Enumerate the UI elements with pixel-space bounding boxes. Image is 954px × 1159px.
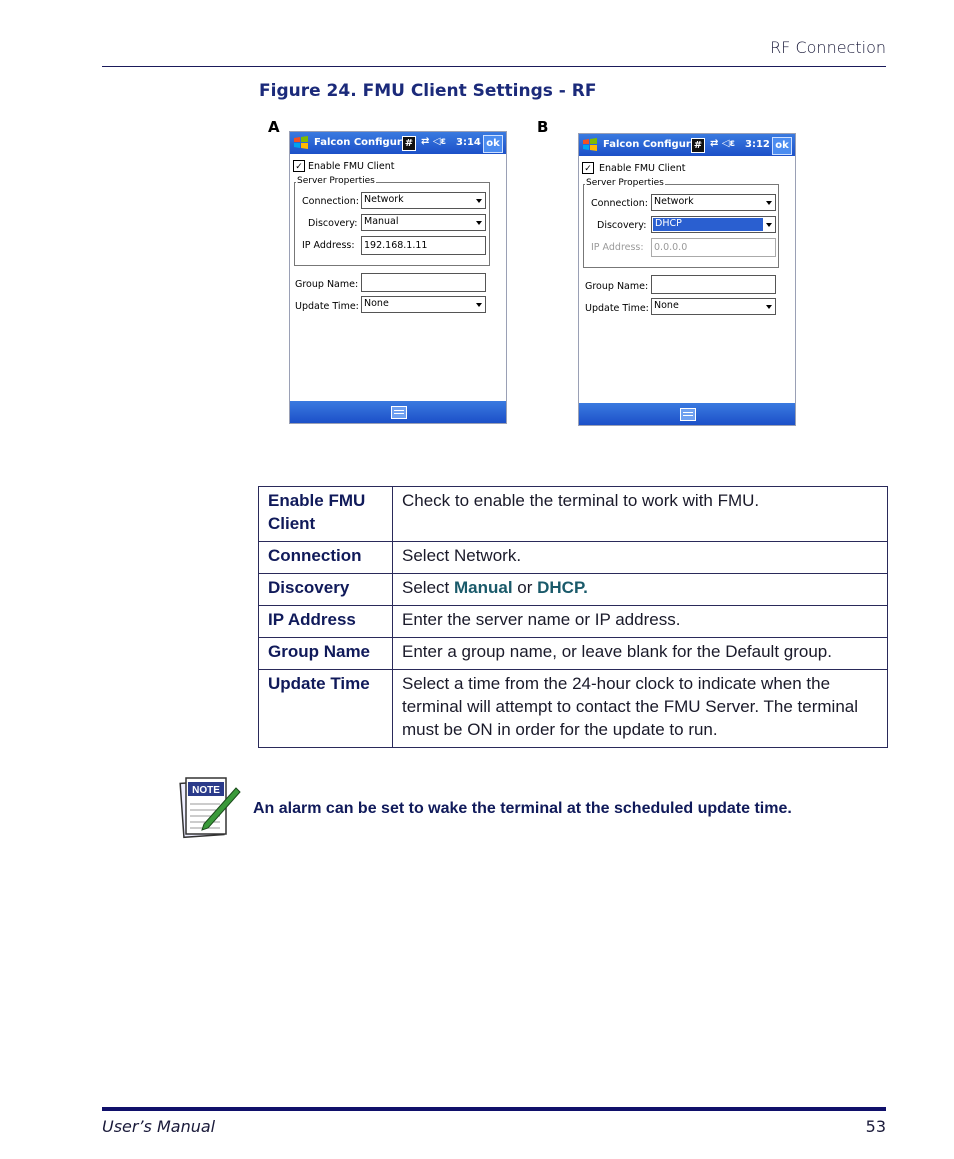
- section-title: RF Connection: [770, 38, 886, 57]
- enable-fmu-label: Enable FMU Client: [599, 163, 686, 174]
- screenshot-panel-a: [289, 131, 507, 424]
- table-definition: Enter the server name or IP address.: [393, 606, 888, 638]
- panel-letter-b: B: [537, 118, 549, 136]
- settings-description-table: [258, 486, 888, 748]
- pda-bottom-bar: [290, 401, 506, 423]
- keyboard-icon[interactable]: [391, 406, 407, 419]
- discovery-dropdown[interactable]: [651, 216, 776, 233]
- connection-label: Connection:: [302, 196, 359, 207]
- chevron-down-icon: [476, 303, 482, 307]
- update-time-label: Update Time:: [585, 303, 649, 314]
- definition-text: Select: [402, 578, 454, 597]
- figure-caption: Figure 24. FMU Client Settings - RF: [259, 81, 597, 101]
- discovery-dropdown[interactable]: [361, 214, 486, 231]
- group-name-label: Group Name:: [585, 281, 649, 292]
- group-name-input[interactable]: [361, 273, 486, 292]
- server-properties-label: Server Properties: [297, 176, 375, 186]
- table-definition: Select Network.: [393, 542, 888, 574]
- table-definition: Select a time from the 24-hour clock to indicate when the terminal will attempt to contact the FMU Server. The terminal must be ON in order for the update to run.: [393, 670, 888, 748]
- input-mode-icon[interactable]: #: [691, 138, 705, 153]
- connection-label: Connection:: [591, 198, 648, 209]
- option-dhcp: DHCP.: [537, 578, 588, 597]
- enable-fmu-checkbox[interactable]: ✓: [582, 162, 594, 174]
- connectivity-volume-icon[interactable]: ⇄ ◁ε: [710, 138, 736, 149]
- group-name-label: Group Name:: [295, 279, 359, 290]
- update-time-value: None: [654, 300, 679, 311]
- ok-button[interactable]: ok: [483, 135, 503, 153]
- note-icon-label: NOTE: [192, 785, 220, 796]
- chevron-down-icon: [476, 221, 482, 225]
- windows-logo-icon[interactable]: [582, 137, 598, 153]
- chevron-down-icon: [766, 223, 772, 227]
- pda-clock[interactable]: 3:14: [456, 137, 481, 148]
- pda-title-bar: [290, 132, 506, 154]
- connection-value: Network: [654, 196, 694, 207]
- table-row: [259, 542, 888, 574]
- table-definition: Enter a group name, or leave blank for the Default group.: [393, 638, 888, 670]
- chevron-down-icon: [766, 201, 772, 205]
- enable-fmu-checkbox[interactable]: ✓: [293, 160, 305, 172]
- enable-fmu-label: Enable FMU Client: [308, 161, 395, 172]
- table-term: Discovery: [259, 574, 393, 606]
- update-time-dropdown[interactable]: [361, 296, 486, 313]
- table-row: [259, 670, 888, 748]
- connection-dropdown[interactable]: [651, 194, 776, 211]
- windows-logo-icon[interactable]: [293, 135, 309, 151]
- pda-bottom-bar: [579, 403, 795, 425]
- note-icon: [178, 772, 242, 840]
- ip-address-input[interactable]: 0.0.0.0: [651, 238, 776, 257]
- table-term: Enable FMU Client: [259, 487, 393, 542]
- table-row: [259, 574, 888, 606]
- table-term: Update Time: [259, 670, 393, 748]
- table-row: [259, 638, 888, 670]
- pda-window-title: Falcon Configur: [314, 137, 402, 148]
- table-term: Group Name: [259, 638, 393, 670]
- ip-address-input[interactable]: 192.168.1.11: [361, 236, 486, 255]
- pda-title-bar: [579, 134, 795, 156]
- keyboard-icon[interactable]: [680, 408, 696, 421]
- ip-address-label: IP Address:: [302, 240, 355, 251]
- table-definition: Check to enable the terminal to work with FMU.: [393, 487, 888, 542]
- chevron-down-icon: [476, 199, 482, 203]
- discovery-label: Discovery:: [597, 220, 647, 231]
- pda-clock[interactable]: 3:12: [745, 139, 770, 150]
- discovery-value: DHCP: [653, 218, 763, 231]
- input-mode-icon[interactable]: #: [402, 136, 416, 151]
- connectivity-volume-icon[interactable]: ⇄ ◁ε: [421, 136, 447, 147]
- pda-window-title: Falcon Configur: [603, 139, 691, 150]
- option-manual: Manual: [453, 578, 513, 597]
- connection-value: Network: [364, 194, 404, 205]
- ip-address-label: IP Address:: [591, 242, 644, 253]
- connection-dropdown[interactable]: [361, 192, 486, 209]
- server-properties-label: Server Properties: [586, 178, 664, 188]
- table-row: [259, 487, 888, 542]
- header-divider: [102, 66, 886, 67]
- table-definition: [393, 574, 888, 606]
- definition-text: or: [512, 578, 538, 597]
- page-number: 53: [865, 1117, 886, 1136]
- discovery-label: Discovery:: [308, 218, 358, 229]
- panel-letter-a: A: [268, 118, 280, 136]
- ok-button[interactable]: ok: [772, 137, 792, 155]
- note-text: An alarm can be set to wake the terminal at the scheduled update time.: [253, 800, 792, 817]
- footer-divider: [102, 1107, 886, 1111]
- table-term: IP Address: [259, 606, 393, 638]
- discovery-value: Manual: [364, 216, 399, 227]
- chevron-down-icon: [766, 305, 772, 309]
- screenshot-panel-b: [578, 133, 796, 426]
- table-term: Connection: [259, 542, 393, 574]
- update-time-value: None: [364, 298, 389, 309]
- footer-manual-title: User’s Manual: [102, 1117, 216, 1136]
- update-time-label: Update Time:: [295, 301, 359, 312]
- update-time-dropdown[interactable]: [651, 298, 776, 315]
- group-name-input[interactable]: [651, 275, 776, 294]
- table-row: [259, 606, 888, 638]
